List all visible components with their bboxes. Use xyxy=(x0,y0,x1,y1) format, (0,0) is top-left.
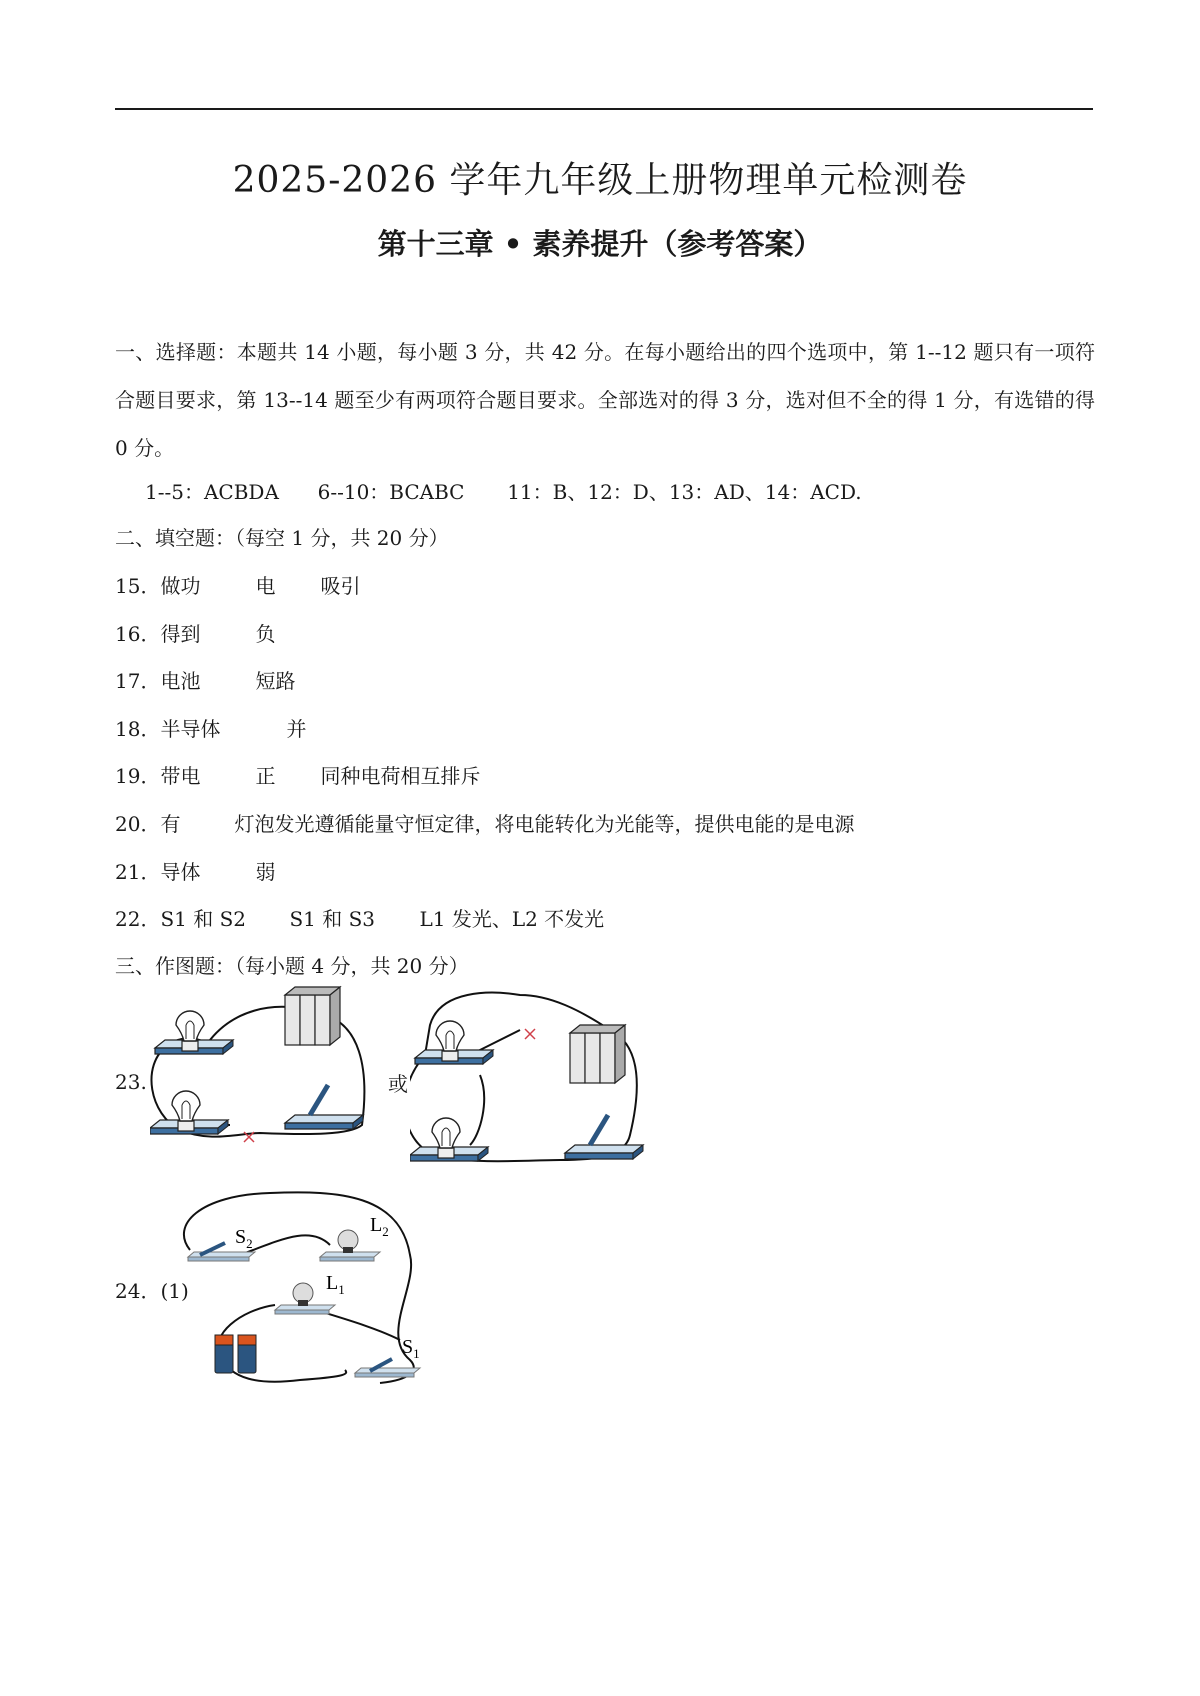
item-answer: 正 xyxy=(255,764,276,788)
switch-icon xyxy=(285,1085,363,1129)
item-answer: 并 xyxy=(286,717,307,741)
answer-1-5: 1--5：ACBDA xyxy=(145,480,279,504)
item-answer: 导体 xyxy=(160,860,201,884)
page-subtitle: 第十三章 • 素养提升（参考答案） xyxy=(377,227,823,261)
item-answer: 带电 xyxy=(160,764,201,788)
item-answer: 半导体 xyxy=(160,717,221,741)
answer-6-10: 6--10：BCABC xyxy=(317,480,465,504)
item-answer: 吸引 xyxy=(320,574,361,598)
label-l2: $L_2$ xyxy=(370,1214,389,1239)
answer-11-14: 11：B、12：D、13：AD、14：ACD. xyxy=(507,480,862,504)
item-answer: S1 和 S3 xyxy=(289,907,376,931)
battery-icon xyxy=(285,987,340,1045)
question-24-number: 24．(1) xyxy=(115,1279,189,1303)
circuit-diagram-23a xyxy=(150,985,390,1145)
answer-21 xyxy=(115,856,275,885)
section3-heading: 三、作图题：（每小题 4 分，共 20 分） xyxy=(115,954,469,978)
section1-intro: 一、选择题：本题共 14 小题，每小题 3 分，共 42 分。在每小题给出的四个选项中，第 1--12 题只有一项符合题目要求，第 13--14 题至少有两项符合题目要求。全部选对的得 3 分，选对但不全的得 1 分，有选错的得 0 分。 xyxy=(115,340,1095,460)
answer-19 xyxy=(115,760,480,789)
item-answer: 弱 xyxy=(255,860,276,884)
circuit-diagram-23b xyxy=(410,985,655,1170)
answer-20 xyxy=(115,808,854,837)
item-answer: 做功 xyxy=(160,574,201,598)
answer-16 xyxy=(115,618,275,647)
answer-18 xyxy=(115,713,306,742)
item-answer: 得到 xyxy=(160,622,201,646)
answer-22 xyxy=(115,903,604,932)
page-title: 2025-2026 学年九年级上册物理单元检测卷 xyxy=(232,160,968,201)
item-answer: 同种电荷相互排斥 xyxy=(320,764,481,788)
item-answer: 负 xyxy=(255,622,276,646)
item-answer: S1 和 S2 xyxy=(160,907,247,931)
item-number: 20． xyxy=(115,812,161,836)
item-answer: 有 xyxy=(160,812,181,836)
or-label: 或 xyxy=(388,1072,408,1096)
switch-icon xyxy=(565,1115,643,1159)
item-number: 22． xyxy=(115,907,161,931)
battery-icon xyxy=(570,1025,625,1083)
item-number: 15． xyxy=(115,574,161,598)
circuit-diagram-24 xyxy=(180,1185,440,1385)
cross-mark-icon xyxy=(525,1029,535,1039)
answer-15 xyxy=(115,570,360,599)
item-answer: 灯泡发光遵循能量守恒定律，将电能转化为光能等，提供电能的是电源 xyxy=(234,812,855,836)
answer-17 xyxy=(115,665,295,694)
item-number: 16． xyxy=(115,622,161,646)
item-answer: 电池 xyxy=(160,669,201,693)
top-rule xyxy=(115,108,1093,110)
item-answer: 短路 xyxy=(255,669,296,693)
item-number: 18． xyxy=(115,717,161,741)
label-s1: $S_1$ xyxy=(402,1336,420,1361)
item-answer: L1 发光、L2 不发光 xyxy=(419,907,605,931)
question-23-number: 23. xyxy=(115,1070,147,1094)
section1-answers xyxy=(145,476,862,505)
section2-heading: 二、填空题：（每空 1 分，共 20 分） xyxy=(115,526,449,550)
item-answer: 电 xyxy=(255,574,276,598)
battery-icon xyxy=(215,1335,256,1373)
item-number: 17． xyxy=(115,669,161,693)
item-number: 21． xyxy=(115,860,161,884)
label-s2: $S_2$ xyxy=(235,1226,253,1251)
item-number: 19． xyxy=(115,764,161,788)
label-l1: $L_1$ xyxy=(326,1272,345,1297)
